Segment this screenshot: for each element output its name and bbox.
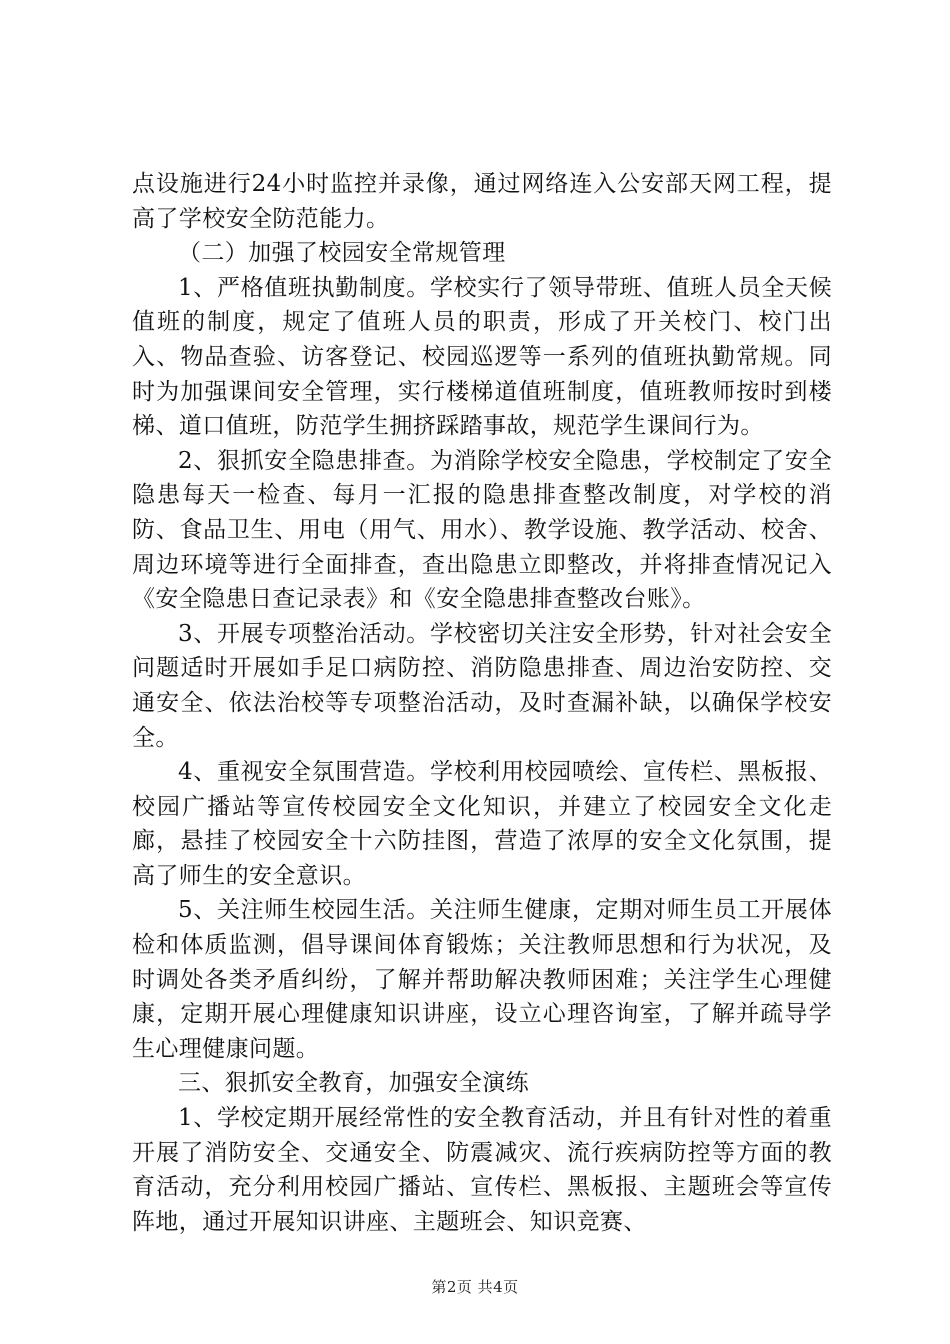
section-heading-3: 三、狠抓安全教育，加强安全演练 [178, 1070, 529, 1097]
section-heading-2: （二）加强了校园安全常规管理 [178, 240, 506, 267]
paragraph-hazard-inspection: 2、狠抓安全隐患排查。为消除学校安全隐患，学校制定了安全隐患每天一检查、每月一汇报的隐患排查整改制度，对学校的消防、食品卫生、用电（用气、用水）、教学设施、教学活动、校舍、周边环境等进行全面排查，查出隐患立即整改，并将排查情况记入《安全隐患日查记录表》和《安全隐患排查整改台账》。 [132, 447, 832, 613]
paragraph-continuation: 点设施进行24小时监控并录像，通过网络连入公安部天网工程，提高了学校安全防范能力。 [132, 171, 832, 232]
paragraph-duty-system: 1、严格值班执勤制度。学校实行了领导带班、值班人员全天候值班的制度，规定了值班人员的职责，形成了开关校门、校门出入、物品查验、访客登记、校园巡逻等一系列的值班执勤常规。同时为加强课间安全管理，实行楼梯道值班制度，值班教师按时到楼梯、道口值班，防范学生拥挤踩踏事故，规范学生课间行为。 [132, 274, 832, 440]
paragraph-safety-education: 1、学校定期开展经常性的安全教育活动，并且有针对性的着重开展了消防安全、交通安全、防震减灾、流行疾病防控等方面的教育活动，充分利用校园广播站、宣传栏、黑板报、主题班会等宣传阵地，通过开展知识讲座、主题班会、知识竞赛、 [132, 1105, 832, 1235]
paragraph-safety-atmosphere: 4、重视安全氛围营造。学校利用校园喷绘、宣传栏、黑板报、校园广播站等宣传校园安全文化知识，并建立了校园安全文化走廊，悬挂了校园安全十六防挂图，营造了浓厚的安全文化氛围，提高了师生的安全意识。 [132, 759, 832, 889]
paragraph-campus-life: 5、关注师生校园生活。关注师生健康，定期对师生员工开展体检和体质监测，倡导课间体育锻炼；关注教师思想和行为状况，及时调处各类矛盾纠纷，了解并帮助解决教师困难；关注学生心理健康，定期开展心理健康知识讲座，设立心理咨询室，了解并疏导学生心理健康问题。 [132, 897, 832, 1062]
document-body [132, 167, 832, 1239]
page-number-footer: 第2页 共4页 [431, 1278, 519, 1296]
paragraph-special-rectification: 3、开展专项整治活动。学校密切关注安全形势，针对社会安全问题适时开展如手足口病防控、消防隐患排查、周边治安防控、交通安全、依法治校等专项整治活动，及时查漏补缺，以确保学校安全。 [132, 620, 832, 751]
